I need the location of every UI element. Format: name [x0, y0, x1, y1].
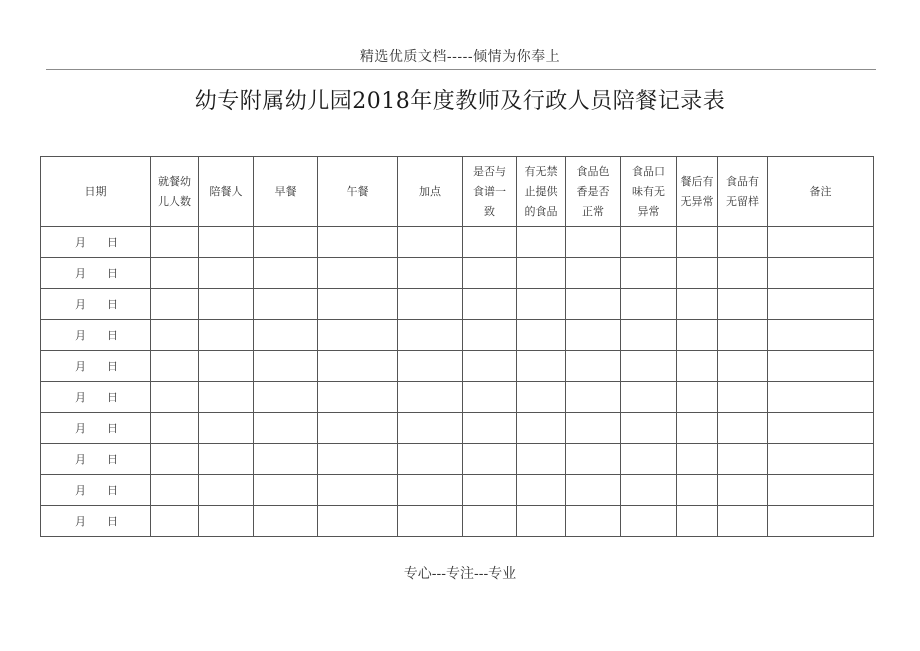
table-cell — [199, 413, 254, 444]
date-cell: 月 日 — [41, 351, 151, 382]
table-cell — [718, 413, 768, 444]
table-cell — [151, 444, 199, 475]
date-cell: 月 日 — [41, 413, 151, 444]
column-header-children-count: 就餐幼儿人数 — [151, 157, 199, 227]
table-row — [41, 289, 874, 320]
date-cell: 月 日 — [41, 289, 151, 320]
table-cell — [517, 506, 566, 537]
table-cell — [517, 258, 566, 289]
table-cell — [718, 382, 768, 413]
table-cell — [621, 413, 677, 444]
column-header-prohibited-food: 有无禁止提供的食品 — [517, 157, 566, 227]
table-cell — [463, 351, 517, 382]
table-row — [41, 413, 874, 444]
table-cell — [463, 444, 517, 475]
table-cell — [718, 506, 768, 537]
table-cell — [566, 413, 621, 444]
table-cell — [318, 444, 398, 475]
table-cell — [151, 506, 199, 537]
table-cell — [398, 382, 463, 413]
table-cell — [566, 382, 621, 413]
table-cell — [768, 382, 874, 413]
table-cell — [718, 444, 768, 475]
table-cell — [254, 258, 318, 289]
table-cell — [199, 444, 254, 475]
table-cell — [318, 227, 398, 258]
table-cell — [199, 227, 254, 258]
table-cell — [199, 289, 254, 320]
column-header-taste: 食品口味有无异常 — [621, 157, 677, 227]
table-cell — [254, 506, 318, 537]
table-cell — [318, 258, 398, 289]
column-header-after-meal: 餐后有无异常 — [677, 157, 718, 227]
date-cell: 月 日 — [41, 258, 151, 289]
table-cell — [566, 258, 621, 289]
table-cell — [151, 351, 199, 382]
table-cell — [517, 413, 566, 444]
table-row — [41, 444, 874, 475]
table-row — [41, 351, 874, 382]
table-cell — [151, 289, 199, 320]
table-cell — [768, 258, 874, 289]
table-cell — [566, 289, 621, 320]
table-cell — [621, 382, 677, 413]
table-cell — [463, 320, 517, 351]
meal-record-table — [40, 156, 874, 537]
table-row — [41, 506, 874, 537]
table-cell — [463, 382, 517, 413]
date-cell: 月 日 — [41, 506, 151, 537]
table-cell — [621, 227, 677, 258]
table-cell — [254, 413, 318, 444]
column-header-matches-menu: 是否与食谱一致 — [463, 157, 517, 227]
table-row — [41, 320, 874, 351]
table-cell — [199, 475, 254, 506]
column-header-remarks: 备注 — [768, 157, 874, 227]
table-cell — [768, 444, 874, 475]
header-divider — [46, 69, 876, 70]
table-cell — [318, 382, 398, 413]
date-cell: 月 日 — [41, 444, 151, 475]
date-cell: 月 日 — [41, 320, 151, 351]
column-header-date: 日期 — [41, 157, 151, 227]
table-cell — [398, 506, 463, 537]
column-header-snack: 加点 — [398, 157, 463, 227]
table-row — [41, 258, 874, 289]
table-cell — [768, 475, 874, 506]
table-cell — [318, 475, 398, 506]
table-header-row — [41, 157, 874, 227]
table-cell — [318, 320, 398, 351]
page-footer: 专心---专注---专业 — [403, 566, 517, 582]
table-cell — [151, 258, 199, 289]
table-cell — [718, 289, 768, 320]
column-header-accompanying-person: 陪餐人 — [199, 157, 254, 227]
table-cell — [677, 444, 718, 475]
table-cell — [199, 382, 254, 413]
table-cell — [566, 320, 621, 351]
column-header-lunch: 午餐 — [318, 157, 398, 227]
table-cell — [718, 227, 768, 258]
table-cell — [566, 227, 621, 258]
table-cell — [463, 413, 517, 444]
table-cell — [566, 444, 621, 475]
table-cell — [318, 351, 398, 382]
column-header-color-aroma: 食品色香是否正常 — [566, 157, 621, 227]
table-cell — [254, 227, 318, 258]
table-cell — [677, 413, 718, 444]
table-cell — [718, 475, 768, 506]
date-cell: 月 日 — [41, 475, 151, 506]
page-header: 精选优质文档-----倾情为你奉上 — [359, 49, 561, 65]
document-title: 幼专附属幼儿园2018年度教师及行政人员陪餐记录表 — [194, 89, 726, 114]
table-cell — [768, 289, 874, 320]
table-cell — [517, 382, 566, 413]
table-cell — [398, 413, 463, 444]
table-cell — [621, 351, 677, 382]
table-cell — [517, 289, 566, 320]
table-cell — [398, 444, 463, 475]
table-row — [41, 227, 874, 258]
table-cell — [254, 475, 318, 506]
table-cell — [151, 382, 199, 413]
table-cell — [398, 351, 463, 382]
table-cell — [768, 413, 874, 444]
table-cell — [621, 258, 677, 289]
table-cell — [517, 351, 566, 382]
table-row — [41, 475, 874, 506]
table-cell — [768, 351, 874, 382]
table-cell — [254, 444, 318, 475]
table-cell — [199, 320, 254, 351]
table-cell — [718, 320, 768, 351]
table-cell — [677, 475, 718, 506]
table-cell — [677, 227, 718, 258]
column-header-sample-kept: 食品有无留样 — [718, 157, 768, 227]
table-cell — [151, 227, 199, 258]
column-header-breakfast: 早餐 — [254, 157, 318, 227]
table-cell — [398, 289, 463, 320]
table-cell — [254, 320, 318, 351]
table-cell — [463, 258, 517, 289]
table-cell — [463, 475, 517, 506]
table-cell — [677, 289, 718, 320]
date-cell: 月 日 — [41, 382, 151, 413]
table-cell — [768, 227, 874, 258]
table-cell — [151, 413, 199, 444]
table-cell — [151, 475, 199, 506]
table-cell — [463, 289, 517, 320]
table-cell — [318, 413, 398, 444]
table-cell — [398, 475, 463, 506]
table-cell — [566, 351, 621, 382]
table-cell — [621, 506, 677, 537]
table-cell — [254, 382, 318, 413]
table-cell — [199, 506, 254, 537]
date-cell: 月 日 — [41, 227, 151, 258]
table-cell — [151, 320, 199, 351]
table-cell — [398, 227, 463, 258]
table-cell — [199, 258, 254, 289]
table-cell — [199, 351, 254, 382]
table-cell — [677, 506, 718, 537]
table-cell — [768, 320, 874, 351]
table-cell — [463, 506, 517, 537]
table-cell — [398, 320, 463, 351]
table-cell — [566, 506, 621, 537]
table-cell — [566, 475, 621, 506]
table-cell — [398, 258, 463, 289]
table-cell — [768, 506, 874, 537]
table-cell — [718, 351, 768, 382]
table-cell — [463, 227, 517, 258]
table-cell — [677, 382, 718, 413]
table-cell — [677, 320, 718, 351]
table-row — [41, 382, 874, 413]
table-cell — [318, 506, 398, 537]
table-cell — [621, 444, 677, 475]
table-cell — [517, 227, 566, 258]
table-cell — [621, 475, 677, 506]
table-cell — [318, 289, 398, 320]
table-cell — [517, 320, 566, 351]
table-cell — [677, 351, 718, 382]
table-cell — [621, 289, 677, 320]
table-cell — [677, 258, 718, 289]
table-cell — [517, 444, 566, 475]
table-cell — [254, 351, 318, 382]
table-cell — [718, 258, 768, 289]
table-cell — [254, 289, 318, 320]
table-cell — [621, 320, 677, 351]
table-cell — [517, 475, 566, 506]
